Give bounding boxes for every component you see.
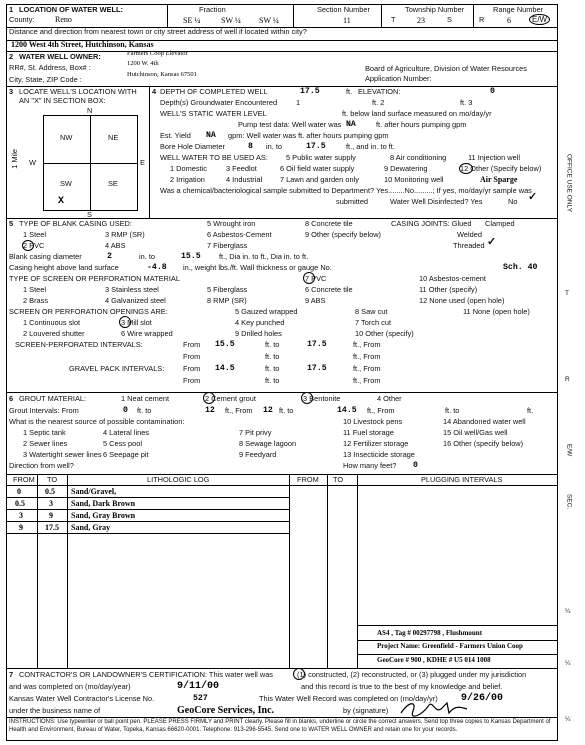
board-text: Board of Agriculture, Division of Water Resources xyxy=(365,64,527,73)
completed-depth[interactable]: 17.5 xyxy=(300,87,320,96)
section-owner: 2 WATER WELL OWNER: Farmers Coop Elevator RR#, St. Address, Box# : 1200 W. 4th City, State, ZIP Code : Hutchinson, Kansas 67501 Board of Agriculture, Division of Water Resources Application Number: xyxy=(7,51,557,87)
county-value[interactable]: Reno xyxy=(55,15,72,24)
section-locate-box: 3 LOCATE WELL'S LOCATION WITH AN "X" IN SECTION BOX: N NW NE SW SE X W E S 1 Mile xyxy=(7,87,150,219)
table-row[interactable]: 9 17.5 Sand, Gray xyxy=(7,522,289,534)
range-label: Range Number xyxy=(493,5,544,14)
record-date[interactable]: 9/26/00 xyxy=(461,693,504,704)
city-label: City, State, ZIP Code : xyxy=(9,75,82,84)
owner-street[interactable]: 1200 W. 4th xyxy=(127,60,159,67)
grout-1-from[interactable]: 0 xyxy=(123,406,128,415)
perf-from[interactable]: 15.5 xyxy=(215,340,235,349)
section-certification: 7 CONTRACTOR'S OR LANDOWNER'S CERTIFICATION: This water well was (1) constructed, (2) reconstructed, or (3) plugged under my jurisdiction and was completed on (mo/day/year) 9/11/00 and this record is true to the best of my knowledge and belief. Kansas Water Well Contractor's License No. 527 This Water Well Record was completed on (mo/day/yr) 9/26/00 under the business name of GeoCore Services, Inc. by (signature) INSTRUCTIONS: Use typewriter or ball point pen. PLEASE PRESS FIRMLY and PRINT clearly. Please fill in blanks, underline or circle the correct answers. Send top three copies to Kansas Department of Health and Environment, Bureau of Water, Topeka, Kansas 66620-0001. Telephone: 913-296-5545. Send one to WATER WELL OWNER and retain one for your records. xyxy=(7,669,557,742)
section-number-label: Section Number xyxy=(317,5,370,14)
section-number-value[interactable]: 11 xyxy=(343,16,351,25)
license-number[interactable]: 527 xyxy=(193,694,208,703)
fraction-2[interactable]: SW ¼ xyxy=(221,16,241,25)
owner-name[interactable]: Farmers Coop Elevator xyxy=(127,50,188,57)
bore-depth[interactable]: 17.5 xyxy=(306,142,326,151)
table-row[interactable]: 3 9 Sand, Gray Brown xyxy=(7,510,289,522)
fraction-3[interactable]: SW ¼ xyxy=(259,16,279,25)
project-stamp: AS4 , Tag # 00297798 , Flushmount Project Name: Greenfield - Farmers Union Coop GeoCore # 900 , KDHE # U5 014 1008 xyxy=(357,625,557,669)
col-to: TO xyxy=(47,475,58,484)
grout-2-to[interactable]: 14.5 xyxy=(337,406,357,415)
s1-label: LOCATION OF WATER WELL: xyxy=(19,5,123,14)
casing-diameter[interactable]: 2 xyxy=(107,252,112,261)
col-from-2: FROM xyxy=(297,475,319,484)
section-grid[interactable]: NW NE SW SE X xyxy=(43,115,138,211)
gravel-from[interactable]: 14.5 xyxy=(215,364,235,373)
s1-number: 1 xyxy=(9,5,14,14)
bore-diameter[interactable]: 8 xyxy=(248,142,253,151)
business-name[interactable]: GeoCore Services, Inc. xyxy=(177,705,275,716)
water-well-record-form xyxy=(6,4,558,741)
cement-grout-circle xyxy=(203,392,215,404)
gravel-to[interactable]: 17.5 xyxy=(307,364,327,373)
locate-label: LOCATE WELL'S LOCATION WITH AN "X" IN SECTION BOX: xyxy=(19,87,137,105)
well-address[interactable]: 1200 West 4th Street, Hutchinson, Kansas xyxy=(11,40,154,49)
rr-label: RR#, St. Address, Box# : xyxy=(9,63,91,72)
other-use-value[interactable]: Air Sparge xyxy=(480,175,518,184)
casing-height[interactable]: -4.8 xyxy=(147,263,167,272)
well-location-mark[interactable]: X xyxy=(58,196,65,207)
range-direction[interactable]: E/W xyxy=(529,14,550,25)
section-depth: 4 DEPTH OF COMPLETED WELL 17.5 ft. ELEVATION: 0 Depth(s) Groundwater Encountered 1 ft. 2 ft. 3 WELL'S STATIC WATER LEVEL ft. below land surface measured on mo/day/yr Pump test data: Well water was NA ft. after hours pumping gpm Est. Yield NA gpm: Well water was ft. after hours pumping gpm Bore Hole Diameter 8 in. to 17.5 ft., and in. to ft. WELL WATER TO BE USED AS: 5 Public water supply 8 Air conditioning 11 Injection well 1 Domestic 3 Feedlot 6 Oil field water supply 9 Dewatering 12 Other (Specify below) 2 Irrigation 4 Industrial 7 Lawn and garden only 10 Monitoring well Air Sparge Was a chemical/bacteriological sample submitted to Department? Yes........No.........; If yes, mo/day/yr sample was submitted Water Well Disinfected? Yes No ✓ xyxy=(150,87,557,219)
use-12-circle xyxy=(459,163,473,174)
wall-gauge[interactable]: Sch. 40 xyxy=(503,263,538,272)
col-to-2: TO xyxy=(333,475,344,484)
bentonite-circle xyxy=(301,392,313,404)
township-label: Township Number xyxy=(405,5,465,14)
county-label: County: xyxy=(9,15,35,24)
mill-slot-circle xyxy=(119,316,131,328)
col-from: FROM xyxy=(13,475,35,484)
yield-value[interactable]: NA xyxy=(206,131,216,140)
screen-pvc-circle xyxy=(303,272,315,284)
owner-city[interactable]: Hutchinson, Kansas 67501 xyxy=(127,71,197,78)
pump-test-value[interactable]: NA xyxy=(346,120,356,129)
no-checkmark: ✓ xyxy=(528,191,538,203)
signature[interactable] xyxy=(399,699,469,717)
grout-2-from[interactable]: 12 xyxy=(263,406,273,415)
owner-label: WATER WELL OWNER: xyxy=(19,52,101,61)
log-table xyxy=(7,475,557,669)
mile-label: 1 Mile xyxy=(10,149,19,169)
casing-pvc-circle xyxy=(22,240,34,251)
application-number-label: Application Number: xyxy=(365,74,432,83)
constructed-circle xyxy=(293,668,305,680)
section-grout: 6 GROUT MATERIAL: 1 Neat cement 2 Cement grout 3 Bentonite 4 Other Grout Intervals: From 0 ft. to 12 ft., From 12 ft. to 14.5 ft., From ft. to ft. What is the nearest source of possible contamination: 1 Septic tank 4 Lateral lines 7 Pit privy 10 Livestock pens 14 Abandoned water well 2 Sewer lines 5 Cess pool 8 Sewage lagoon 11 Fuel storage 15 Oil well/Gas well 3 Watertight sewer lines 6 Seepage pit 9 Feedyard 12 Fertilizer storage 16 Other (specify below) 13 Insecticide storage Direction from well? How many feet? 0 xyxy=(7,393,557,475)
casing-depth[interactable]: 15.5 xyxy=(181,252,201,261)
how-many-feet-value[interactable]: 0 xyxy=(413,461,418,470)
grout-1-to[interactable]: 12 xyxy=(205,406,215,415)
col-lithologic-log: LITHOLOGIC LOG xyxy=(147,475,210,484)
instructions-text: INSTRUCTIONS: Use typewriter or ball point pen. PLEASE PRESS FIRMLY and PRINT clearly. Please fill in blanks, underline or circle the correct answers. Send top three copies to Kansas Department of Health and Environment, Bureau of Water, Topeka, Kansas 66620-0001. Telephone: 913-296-5545. Send one to WATER WELL OWNER and retain one for your records. xyxy=(9,719,551,733)
col-plugging: PLUGGING INTERVALS xyxy=(421,475,503,484)
township-value[interactable]: 23 xyxy=(417,16,425,25)
perf-to[interactable]: 17.5 xyxy=(307,340,327,349)
fraction-label: Fraction xyxy=(199,5,226,14)
threaded-checkmark: ✓ xyxy=(487,236,497,248)
section-casing: 5 TYPE OF BLANK CASING USED: 5 Wrought iron 8 Concrete tile CASING JOINTS: Glued Clamped 1 Steel 3 RMP (SR) 6 Asbestos-Cement 9 Other (specify below) Welded 2 PVC 4 ABS 7 Fiberglass Threaded ✓ Blank casing diameter 2 in. to 15.5 ft., Dia in. to ft., Dia in. to ft. Casing height above land surface -4.8 in., weight lbs./ft. Wall thickness or gauge No. Sch. 40 TYPE OF SCREEN OR PERFORATION MATERIAL 7 PVC 10 Asbestos-cement 1 Steel 3 Stainless steel 5 Fiberglass 6 Concrete tile 11 Other (specify) 2 Brass 4 Galvanized steel 8 RMP (SR) 9 ABS 12 None used (open hole) SCREEN OR PERFORATION OPENINGS ARE: 5 Gauzed wrapped 8 Saw cut 11 None (open hole) 1 Continuous slot 3 Mill slot 4 Key punched 7 Torch cut 2 Louvered shutter 6 Wire wrapped 9 Drilled holes 10 Other (specify) SCREEN-PERFORATED INTERVALS: From 15.5 ft. to 17.5 ft., From From ft. to ft., From GRAVEL PACK INTERVALS: From 14.5 ft. to 17.5 ft., From From ft. to ft., From xyxy=(7,219,557,393)
office-use-column: OFFICE USE ONLY T R E/W SEC. ¼ ¼ ¼ xyxy=(565,154,573,723)
elevation-value[interactable]: 0 xyxy=(490,87,495,96)
fraction-1[interactable]: SE ¼ xyxy=(183,16,201,25)
distance-label: Distance and direction from nearest town or city street address of well if located within city? xyxy=(9,27,307,36)
table-row[interactable]: 0 0.5 Sand/Gravel, xyxy=(7,486,289,498)
office-use-label: OFFICE USE ONLY xyxy=(565,154,573,213)
range-value[interactable]: 6 xyxy=(507,16,511,25)
table-row[interactable]: 0.5 3 Sand, Dark Brown xyxy=(7,498,289,510)
completed-date[interactable]: 9/11/00 xyxy=(177,681,220,692)
section-location: 1 LOCATION OF WATER WELL: County: Reno Fraction SE ¼ SW ¼ SW ¼ Section Number 11 Township Number T 23 S Range Number R 6 E/W Distance and direction from nearest town or city street address of well if located within city? xyxy=(7,5,557,41)
